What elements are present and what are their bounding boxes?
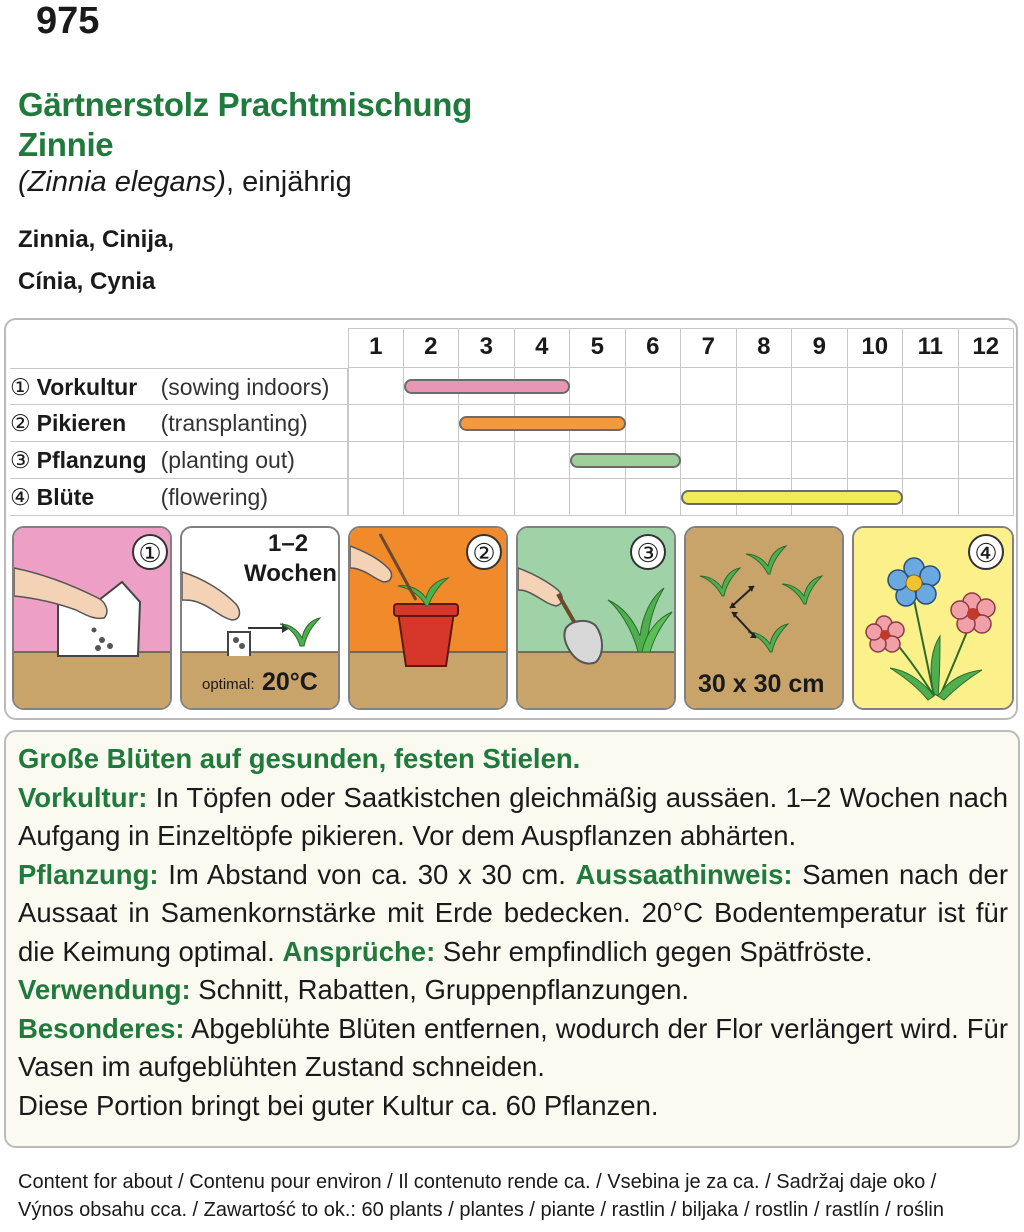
verwendung-text: Schnitt, Rabatten, Gruppenpflanzungen. bbox=[190, 974, 690, 1005]
pflanzung-label: Pflanzung: bbox=[18, 858, 159, 890]
besonderes-label: Besonderes: bbox=[18, 1012, 185, 1044]
row-translation: (transplanting) bbox=[160, 410, 308, 436]
calendar-cell bbox=[348, 368, 404, 405]
aussaat-text: Samen nach der Aussaat in Samenkornstärke mit Erde bedecken. 20°C Bodentemperatur ist für die Keimung optimal. bbox=[18, 858, 1009, 967]
common-names-line2: Cínia, Cynia bbox=[18, 268, 156, 295]
product-title: Gärtnerstolz Prachtmischung bbox=[18, 86, 472, 123]
calendar-cell bbox=[404, 405, 460, 442]
calendar-cell bbox=[348, 479, 404, 516]
month-header: 4 bbox=[515, 328, 571, 368]
calendar-cell bbox=[570, 479, 626, 516]
calendar-row-label bbox=[10, 442, 348, 479]
optimal-temperature: 20°C bbox=[262, 668, 318, 696]
calendar-cell bbox=[792, 368, 848, 405]
calendar-cell bbox=[348, 405, 404, 442]
month-header: 1 bbox=[348, 328, 404, 368]
calendar-cell bbox=[626, 405, 682, 442]
month-header: 2 bbox=[404, 328, 460, 368]
product-number: 975 bbox=[36, 0, 100, 42]
annual-label: , einjährig bbox=[225, 166, 352, 198]
month-header: 3 bbox=[459, 328, 515, 368]
description bbox=[18, 740, 1008, 1125]
verwendung-label: Verwendung: bbox=[18, 974, 191, 1005]
common-names-line1: Zinnia, Cinija, bbox=[18, 226, 175, 253]
row-phase: Pikieren bbox=[36, 410, 127, 436]
calendar-cell bbox=[737, 405, 793, 442]
ansprueche-label: Ansprüche: bbox=[282, 935, 436, 967]
row-phase: Pflanzung bbox=[36, 447, 147, 473]
calendar-bar bbox=[570, 453, 681, 468]
besonderes-text: Abgeblühte Blüten entfernen, wodurch der Flor verlängert wird. Für Vasen im aufgeblühten Zustand schneiden. bbox=[18, 1012, 1008, 1082]
latin-name bbox=[18, 166, 352, 199]
calendar-cell bbox=[459, 479, 515, 516]
vorkultur-label: Vorkultur: bbox=[18, 781, 148, 813]
calendar-cell bbox=[570, 368, 626, 405]
calendar-cell bbox=[792, 405, 848, 442]
month-header: 6 bbox=[626, 328, 682, 368]
calendar-cell bbox=[681, 368, 737, 405]
calendar-row-label bbox=[10, 368, 348, 405]
month-header: 7 bbox=[681, 328, 737, 368]
row-marker: ④ bbox=[10, 484, 31, 510]
footer-line2: Výnos obsahu cca. / Zawartość to ok.: 60 plants / plantes / piante / rastlin / biljaka / rostlin / rastlín / roślin bbox=[18, 1199, 944, 1221]
calendar-cell bbox=[959, 479, 1015, 516]
footer bbox=[18, 1168, 944, 1224]
calendar-cell bbox=[903, 368, 959, 405]
calendar-cell bbox=[737, 368, 793, 405]
month-header: 12 bbox=[959, 328, 1015, 368]
calendar-cell bbox=[737, 442, 793, 479]
calendar-bar bbox=[459, 416, 626, 431]
month-header: 8 bbox=[737, 328, 793, 368]
calendar-cell bbox=[903, 442, 959, 479]
month-header: 9 bbox=[792, 328, 848, 368]
calendar-cell bbox=[959, 405, 1015, 442]
row-marker: ③ bbox=[10, 447, 31, 473]
headline: Große Blüten auf gesunden, festen Stielen. bbox=[18, 743, 581, 774]
weeks-range: 1–2 bbox=[268, 530, 309, 557]
step-1-badge: ① bbox=[132, 534, 168, 570]
optimal-label: optimal: bbox=[202, 676, 255, 693]
row-translation: (sowing indoors) bbox=[160, 374, 330, 400]
calendar-cell bbox=[848, 368, 904, 405]
calendar-cell bbox=[681, 442, 737, 479]
vorkultur-text: In Töpfen oder Saatkistchen gleichmäßig aussäen. 1–2 Wochen nach Aufgang in Einzeltöpfe pikieren. Vor dem Auspflanzen abhärten. bbox=[18, 781, 1008, 851]
month-header: 11 bbox=[903, 328, 959, 368]
ansprueche-text: Sehr empfindlich gegen Spätfröste. bbox=[435, 935, 873, 967]
calendar-cell bbox=[959, 368, 1015, 405]
tile-flowering bbox=[852, 526, 1014, 710]
step-3-badge: ③ bbox=[630, 534, 666, 570]
calendar-cell bbox=[459, 442, 515, 479]
tile-planting-out bbox=[516, 526, 676, 710]
calendar-cell bbox=[404, 442, 460, 479]
tile-germination bbox=[180, 526, 340, 710]
calendar-row-label bbox=[10, 405, 348, 442]
tile-sowing-indoors bbox=[12, 526, 172, 710]
aussaat-label: Aussaathinweis: bbox=[575, 858, 793, 890]
row-translation: (flowering) bbox=[160, 484, 268, 510]
weeks-label: Wochen bbox=[244, 560, 337, 587]
step-4-badge: ④ bbox=[968, 534, 1004, 570]
footer-line1: Content for about / Contenu pour environ / Il contenuto rende ca. / Vsebina je za ca. / Sadržaj daje oko / bbox=[18, 1171, 937, 1193]
calendar-bar bbox=[404, 379, 571, 394]
portion-text: Diese Portion bringt bei guter Kultur ca. 60 Pflanzen. bbox=[18, 1089, 659, 1121]
row-translation: (planting out) bbox=[160, 447, 295, 473]
calendar-cell bbox=[626, 479, 682, 516]
step-2-badge: ② bbox=[466, 534, 502, 570]
calendar-cell bbox=[959, 442, 1015, 479]
latin-name-italic: (Zinnia elegans) bbox=[18, 166, 226, 198]
calendar-cell bbox=[792, 442, 848, 479]
pflanzung-text: Im Abstand von ca. 30 x 30 cm. bbox=[158, 858, 576, 890]
row-phase: Blüte bbox=[36, 484, 95, 510]
tile-spacing bbox=[684, 526, 844, 710]
row-marker: ① bbox=[10, 374, 31, 400]
calendar-cell bbox=[404, 479, 460, 516]
calendar-bar bbox=[681, 490, 903, 505]
month-header: 10 bbox=[848, 328, 904, 368]
calendar-cell bbox=[515, 442, 571, 479]
tile-transplanting bbox=[348, 526, 508, 710]
calendar-cell bbox=[626, 368, 682, 405]
row-phase: Vorkultur bbox=[36, 374, 138, 400]
calendar-cell bbox=[848, 405, 904, 442]
calendar-cell bbox=[903, 405, 959, 442]
calendar-cell bbox=[348, 442, 404, 479]
plant-spacing: 30 x 30 cm bbox=[698, 670, 825, 698]
product-subtitle: Zinnie bbox=[18, 126, 114, 163]
calendar-cell bbox=[903, 479, 959, 516]
calendar-row-label bbox=[10, 479, 348, 516]
calendar-cell bbox=[515, 479, 571, 516]
month-header: 5 bbox=[570, 328, 626, 368]
calendar-cell bbox=[848, 442, 904, 479]
row-marker: ② bbox=[10, 410, 31, 436]
calendar-cell bbox=[681, 405, 737, 442]
